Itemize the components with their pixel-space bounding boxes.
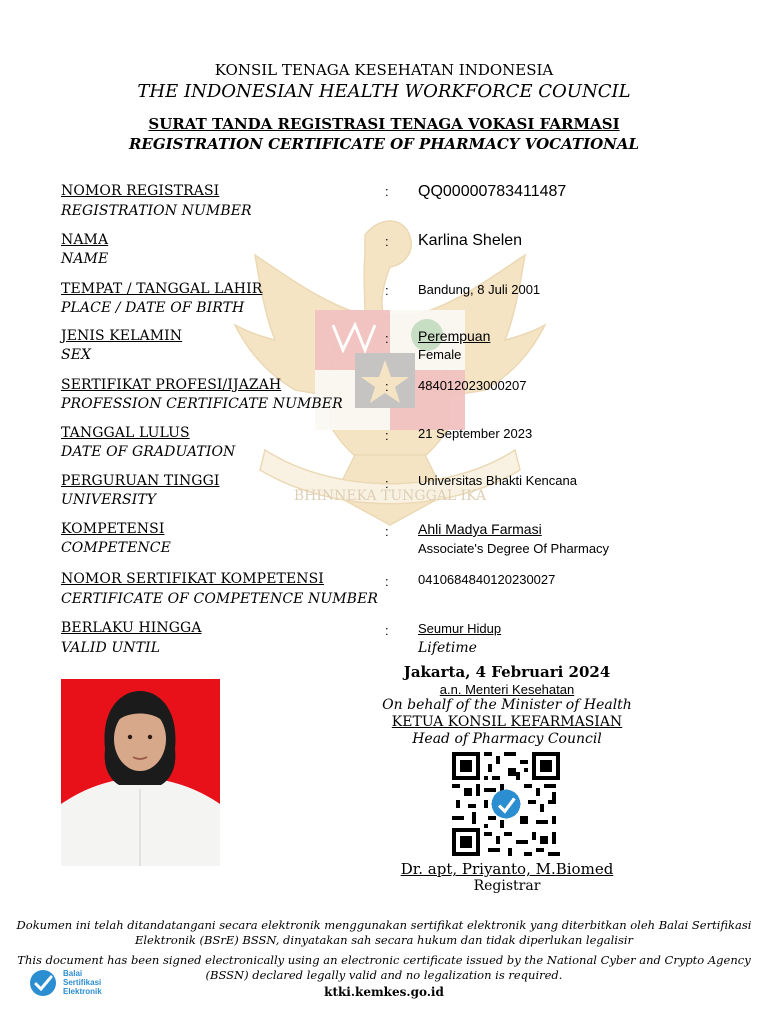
signature-position-id: KETUA KONSIL KEFARMASIAN xyxy=(391,714,623,730)
field-label-id: TANGGAL LULUS xyxy=(61,425,190,441)
field-value: QQ00000783411487 xyxy=(418,183,567,200)
field-colon: : xyxy=(385,379,389,394)
field-colon: : xyxy=(385,476,389,491)
field-value: Perempuan xyxy=(418,328,491,344)
field-value: Seumur Hidup xyxy=(418,621,502,636)
field-label-id: BERLAKU HINGGA xyxy=(61,620,202,636)
field-value: Karlina Shelen xyxy=(418,232,523,249)
signature-place-date: Jakarta, 4 Februari 2024 xyxy=(403,663,611,681)
field-label-id: PERGURUAN TINGGI xyxy=(61,473,220,489)
field-label-id: NAMA xyxy=(61,232,109,248)
field-value-en: Lifetime xyxy=(418,640,477,656)
field-label-id: JENIS KELAMIN xyxy=(61,328,183,344)
field-label-id: KOMPETENSI xyxy=(61,521,165,537)
field-colon: : xyxy=(385,524,389,539)
council-name-id: KONSIL TENAGA KESEHATAN INDONESIA xyxy=(214,61,554,79)
field-value: Bandung, 8 Juli 2001 xyxy=(418,282,541,297)
field-colon: : xyxy=(385,623,389,638)
field-colon: : xyxy=(385,283,389,298)
signature-on-behalf-en: On behalf of the Minister of Health xyxy=(382,697,632,713)
field-label-id: SERTIFIKAT PROFESI/IJAZAH xyxy=(61,377,282,393)
field-colon: : xyxy=(385,184,389,199)
field-colon: : xyxy=(385,234,389,249)
field-label-en: VALID UNTIL xyxy=(61,640,161,656)
field-value-en: Associate's Degree Of Pharmacy xyxy=(418,541,610,556)
field-label-en: CERTIFICATE OF COMPETENCE NUMBER xyxy=(61,591,379,607)
field-colon: : xyxy=(385,574,389,589)
field-value: 0410684840120230027 xyxy=(418,572,556,587)
field-label-id: TEMPAT / TANGGAL LAHIR xyxy=(61,281,263,297)
field-label-en: REGISTRATION NUMBER xyxy=(61,203,252,219)
footer-note-id: Dokumen ini telah ditandatangani secara elektronik menggunakan sertifikat elektronik yang diterbitkan oleh Balai Sertifikasi Elektronik (BSrE) BSSN, dinyatakan sah secara hukum dan tidak diperlukan legalisir xyxy=(16,918,752,947)
field-label-en: PLACE / DATE OF BIRTH xyxy=(61,300,245,316)
field-label-id: NOMOR SERTIFIKAT KOMPETENSI xyxy=(61,571,324,587)
field-value: Ahli Madya Farmasi xyxy=(418,521,542,537)
field-value: 21 September 2023 xyxy=(418,426,533,441)
doc-title-en: REGISTRATION CERTIFICATE OF PHARMACY VOCATIONAL xyxy=(128,135,640,153)
bsre-logo-text: Balai Sertifikasi Elektronik xyxy=(63,969,102,996)
field-value: Universitas Bhakti Kencana xyxy=(418,473,577,488)
field-label-en: DATE OF GRADUATION xyxy=(61,444,236,460)
field-label-en: NAME xyxy=(61,251,109,267)
signer-name: Dr. apt, Priyanto, M.Biomed xyxy=(400,860,614,878)
doc-title-id: SURAT TANDA REGISTRASI TENAGA VOKASI FARMASI xyxy=(148,115,620,133)
council-name-en: THE INDONESIAN HEALTH WORKFORCE COUNCIL xyxy=(137,81,631,102)
field-label-id: NOMOR REGISTRASI xyxy=(61,183,220,199)
qr-code xyxy=(452,752,560,856)
field-value: 484012023000207 xyxy=(418,378,527,393)
field-value-en: Female xyxy=(418,347,462,362)
watermark-motto: BHINNEKA TUNGGAL IKA xyxy=(293,488,487,504)
signature-on-behalf-id: a.n. Menteri Kesehatan xyxy=(439,682,575,697)
field-label-en: COMPETENCE xyxy=(61,540,171,556)
field-label-en: PROFESSION CERTIFICATE NUMBER xyxy=(61,396,343,412)
signature-position-en: Head of Pharmacy Council xyxy=(412,731,602,747)
field-label-en: UNIVERSITY xyxy=(61,492,157,508)
field-colon: : xyxy=(385,331,389,346)
footer-website: ktki.kemkes.go.id xyxy=(324,985,444,999)
signer-role: Registrar xyxy=(473,878,541,894)
portrait-photo xyxy=(61,679,220,866)
field-colon: : xyxy=(385,428,389,443)
field-label-en: SEX xyxy=(61,347,92,363)
footer-note-en: This document has been signed electronically using an electronic certificate issued by the National Cyber and Crypto Agency (BSSN) declared legally valid and no legalization is required. xyxy=(17,953,751,982)
